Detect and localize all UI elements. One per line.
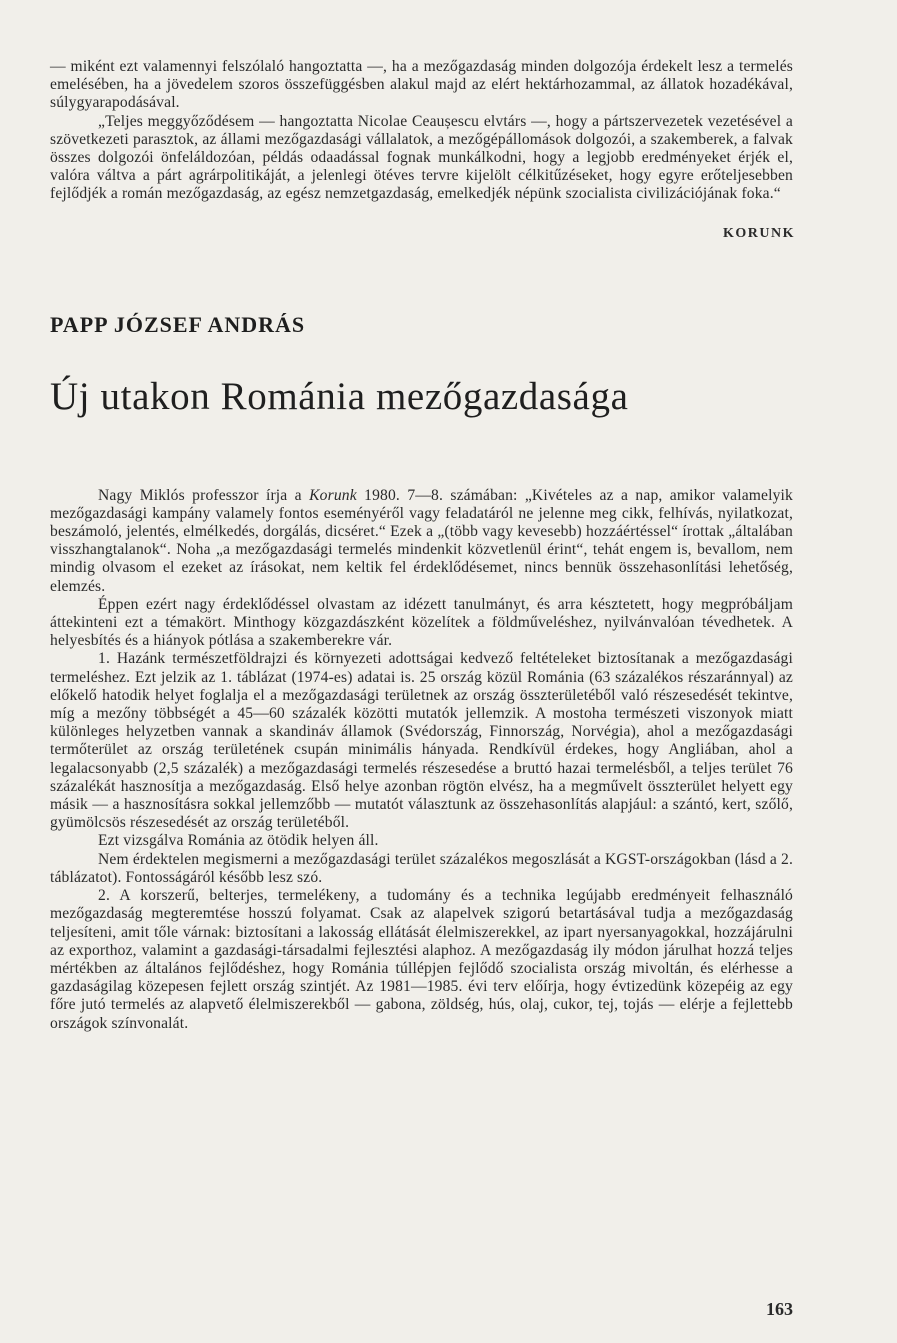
p1-text-a: Nagy Miklós professzor írja a [98,486,310,504]
intro-paragraph-2: „Teljes meggyőződésem — hangoztatta Nicolae Ceaușescu elvtárs —, hogy a pártszervezetek vezetésével a szövetkezeti parasztok, az állami mezőgazdasági vállalatok, a mezőgépállomások dolgozói, a szakemberek, a falvak összes dolgozói önfeláldozóan, példás odaadással fognak munkálkodni, hogy a legjobb eredményeket érjék el, valóra váltva a párt agrárpolitikáját, a jelenlegi ötéves tervre kijelölt célkitűzéseket, hogy egyre erőteljesebben fejlődjék a román mezőgazdaság, az egész nemzetgazdaság, emelkedjék népünk szocialista civilizációjának foka.“ [50,112,793,203]
intro-paragraph-1: — miként ezt valamennyi felszólaló hangoztatta —, ha a mezőgazdaság minden dolgozója érdekelt lesz a termelés emelésében, ha a jövedelem szoros összefüggésben alakul majd az elért hektárhozammal, az állatok hozadékával, súlygyarapodásával. [50,58,793,112]
page-number: 163 [766,1299,793,1319]
article-body [50,487,793,1033]
article-paragraph-6: 2. A korszerű, belterjes, termelékeny, a tudomány és a technika legújabb eredményeit felhasználó mezőgazdaság megteremtése hosszú folyamat. Csak az alapelvek szigorú betartásával tudja a mezőgazdaság teljesíteni, amit tőle várnak: biztosítani a lakosság ellátását élelmiszerekkel, az ipart nyersanyagokkal, hozzájárulni az exporthoz, valamint a gazdasági-társadalmi fejlesztési alaphoz. A mezőgazdaság ily módon járulhat hozzá teljes mértékben az általános fejlődéshez, hogy Románia túllépjen fejlődő szocialista ország mivoltán, és elérhesse a gazdaságilag közepesen fejlett ország szintjét. Az 1981—1985. évi terv előírja, hogy évtizedünk közepéig az egy főre jutó termelés az alapvető élelmiszerekből — gabona, zöldség, hús, olaj, cukor, tej, tojás — elérje a fejlettebb országok színvonalát. [50,887,793,1032]
article-paragraph-5: Nem érdektelen megismerni a mezőgazdasági terület százalékos megoszlását a KGST-országokban (lásd a 2. táblázatot). Fontosságáról később lesz szó. [50,850,793,886]
article-title: Új utakon Románia mezőgazdasága [50,374,629,418]
article-paragraph-4: Ezt vizsgálva Románia az ötödik helyen áll. [98,832,379,850]
signature: KORUNK [723,225,795,241]
p1-text-b: 1980. 7—8. számában: „Kivételes az a nap, amikor valamelyik mezőgazdasági kampány valamely fontos eseményéről vagy feladatáról ne jelenne meg cikk, felhívás, nyilatkozat, beszámoló, jelentés, elmélkedés, dorgálás, dicséret.“ Ezek a „(több vagy kevesebb) hozzáértéssel“ írottak „általában visszhangtalanok“. Noha „a mezőgazdasági termelés mindenkit közvetlenül érint“, tehát engem is, bevallom, nem mindig olvasom el ezeket az írásokat, nem keltik fel érdeklődésemet, nincs bennük összehasonlítási lehetőség, elemzés. [50,486,793,595]
page-content [50,58,793,1033]
author-name: PAPP JÓZSEF ANDRÁS [50,311,306,337]
journal-name: Korunk [309,486,357,504]
article-paragraph-3: 1. Hazánk természetföldrajzi és környezeti adottságai kedvező feltételeket biztosítanak a mezőgazdasági termeléshez. Ezt jelzik az 1. táblázat (1974-es) adatai is. 25 ország közül Románia (63 százalékos részaránnyal) az előkelő hatodik helyet foglalja el a mezőgazdasági területnek az ország összterületéből való részesedését tekintve, míg a mezőny többségét a 45—60 százalék közötti mutatók jellemzik. A mostoha természeti viszonyok miatt különleges helyzetben vannak a skandináv államok (Svédország, Finnország, Norvégia), ahol a mezőgazdasági termőterület az ország területének csupán minimális hányada. Rendkívül érdekes, hogy Angliában, ahol a legalacsonyabb (2,5 százalék) a mezőgazdasági termelés részesedése a bruttó hazai termelésből, a teljes terület 76 százalékát hasznosítja a mezőgazdaság. Első helye azonban rögtön elvész, ha a megművelt összterület helyett egy másik — a hasznosításra sokkal jellemzőbb — mutatót választunk az összehasonlítás alapjául: a szántó, kert, szőlő, gyümölcsös részesedését az ország területéből. [50,650,793,832]
article-paragraph-1 [50,487,793,596]
article-paragraph-2: Éppen ezért nagy érdeklődéssel olvastam az idézett tanulmányt, és arra késztetett, hogy megpróbáljam áttekinteni ezt a témakört. Minthogy közgazdászként közelítek a földműveléshez, nyilvánvalóan tévedhetek. A helyesbítés és a hiányok pótlása a szakemberekre vár. [50,595,793,650]
